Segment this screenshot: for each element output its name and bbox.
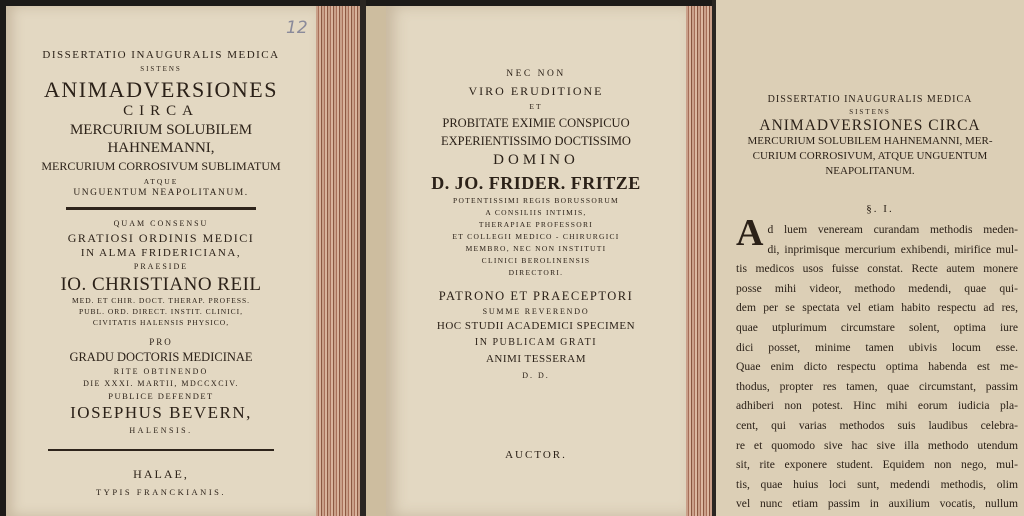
date-line: DIE XXXI. MARTII, MDCCXCIV. <box>83 379 239 388</box>
gratiosi-line: GRATIOSI ORDINIS MEDICI <box>67 231 255 245</box>
section-heading: §. I. <box>866 203 894 215</box>
binding-margin <box>366 6 386 516</box>
publice-line: PUBLICE DEFENDET <box>108 391 214 401</box>
text-line: thodus, propter res tamen, quae circumstant, passim <box>736 379 1018 393</box>
dedication-page-panel <box>366 0 712 516</box>
probitate-line: PROBITATE EXIMIE CONSPICUO <box>442 116 630 130</box>
patrono-line: PATRONO ET PRAECEPTORI <box>438 289 634 303</box>
reil-titles-2: PUBL. ORD. DIRECT. INSTIT. CLINICI, <box>78 307 244 316</box>
nec-non-line: NEC NON <box>506 69 566 79</box>
et-line: ET <box>529 102 543 111</box>
dedication-page <box>386 6 686 516</box>
halensis-line: HALENSIS. <box>129 426 193 435</box>
text-line: adhiberi non potest. Hinc mihi eorum iudicia pla- <box>736 399 1018 413</box>
halae-line: HALAE, <box>133 467 189 481</box>
pro-line: PRO <box>149 337 173 347</box>
domino-line: DOMINO <box>493 152 579 168</box>
mercurium-line: MERCURIUM SOLUBILEM <box>69 122 253 138</box>
text-line: di, inprimisque mercurium exhibendi, mirifice mul- <box>767 242 1018 256</box>
page-edges <box>316 6 360 516</box>
hahnemanni-line: HAHNEMANNI, <box>107 140 215 156</box>
title-line-4: NEAPOLITANUM. <box>825 165 915 177</box>
divider-rule-2 <box>48 449 274 451</box>
clinici-line: CLINICI BEROLINENSIS <box>481 256 591 265</box>
title-page-panel <box>0 0 360 516</box>
bevern-name: IOSEPHUS BEVERN, <box>70 403 252 422</box>
summe-line: SUMME REVERENDO <box>482 307 590 316</box>
divider-rule <box>66 207 256 210</box>
sistens-line: SISTENS <box>849 108 891 116</box>
viro-line: VIRO ERUDITIONE <box>468 84 604 98</box>
rite-line: RITE OBTINENDO <box>113 367 209 376</box>
title-page <box>6 6 316 516</box>
header-line: DISSERTATIO INAUGURALIS MEDICA <box>42 49 280 61</box>
text-line: d luem veneream curandam methodis meden- <box>767 223 1018 236</box>
body-text <box>736 212 1018 514</box>
therapiae-line: THERAPIAE PROFESSORI <box>478 220 594 229</box>
text-line: dem per se spectata vel etiam habito respectu ad res, <box>736 301 1018 315</box>
circa-line: CIRCA <box>123 103 199 119</box>
consiliis-line: A CONSILIIS INTIMIS, <box>485 208 587 217</box>
text-line: vel nunc etiam passim in auxilium vocatis, nullum <box>736 497 1018 511</box>
in-publicam-line: IN PUBLICAM GRATI <box>474 337 598 348</box>
main-title: ANIMADVERSIONES <box>44 77 278 102</box>
gradu-line: GRADU DOCTORIS MEDICINAE <box>69 350 253 364</box>
hoc-studii-line: HOC STUDII ACADEMICI SPECIMEN <box>436 320 636 332</box>
text-line: re et quomodo sive hac sive illa methodo utendum <box>736 438 1018 452</box>
unguentum-line: UNGUENTUM NEAPOLITANUM. <box>73 188 249 198</box>
quam-consensu-line: QUAM CONSENSU <box>113 219 209 228</box>
directori-line: DIRECTORI. <box>508 268 564 277</box>
reil-titles-3: CIVITATIS HALENSIS PHYSICO, <box>92 318 230 327</box>
potentissimi-line: POTENTISSIMI REGIS BORUSSORUM <box>452 196 620 205</box>
text-page <box>716 0 1024 516</box>
text-line: posse mihi videor, methodo medendi, quae qui- <box>736 281 1018 295</box>
dd-line: D. D. <box>522 371 550 380</box>
title-line-1: ANIMADVERSIONES CIRCA <box>759 117 981 134</box>
text-line: cent, qui varias methodos suis laudibus celebra- <box>736 418 1018 432</box>
text-line: Quae enim dicto respectu optima habenda est me- <box>736 360 1018 374</box>
text-line: tis medicos usos fuisse constat. Recte autem monere <box>736 262 1018 276</box>
reil-titles-1: MED. ET CHIR. DOCT. THERAP. PROFESS. <box>71 296 251 305</box>
collegii-line: ET COLLEGII MEDICO - CHIRURGICI <box>452 232 620 241</box>
fritze-name: D. JO. FRIDER. FRITZE <box>431 173 641 193</box>
typis-line: TYPIS FRANCKIANIS. <box>95 487 226 497</box>
membro-line: MEMBRO, NEC NON INSTITUTI <box>465 244 607 253</box>
animi-line: ANIMI TESSERAM <box>485 353 586 365</box>
text-line: quae utplurimum circumstare solent, optima iure <box>736 320 1018 334</box>
header-line: DISSERTATIO INAUGURALIS MEDICA <box>767 94 973 105</box>
reil-name: IO. CHRISTIANO REIL <box>60 274 262 295</box>
text-line: dici posset, minime tamen ubivis locum esse. <box>736 340 1018 354</box>
title-line-3: CURIUM CORROSIVUM, ATQUE UNGUENTUM <box>752 150 988 162</box>
page-edges <box>686 6 712 516</box>
text-line: sit, rite exponere student. Equidem non nego, mul- <box>736 458 1018 472</box>
page-number: 12 <box>286 18 308 38</box>
experientissimo-line: EXPERIENTISSIMO DOCTISSIMO <box>441 134 631 148</box>
auctor-line: AUCTOR. <box>505 449 567 461</box>
in-alma-line: IN ALMA FRIDERICIANA, <box>80 247 242 259</box>
title-line-2: MERCURIUM SOLUBILEM HAHNEMANNI, MER- <box>747 135 993 147</box>
drop-cap: A <box>736 212 764 254</box>
praeside-line: PRAESIDE <box>133 262 189 271</box>
corrosivum-line: MERCURIUM CORROSIVUM SUBLIMATUM <box>41 159 281 173</box>
text-line: tis, quae huius loci sunt, medendi methodis, olim <box>736 477 1018 491</box>
sistens-line: SISTENS <box>140 65 182 73</box>
atque-line: ATQUE <box>143 177 179 186</box>
text-page-panel <box>716 0 1024 516</box>
